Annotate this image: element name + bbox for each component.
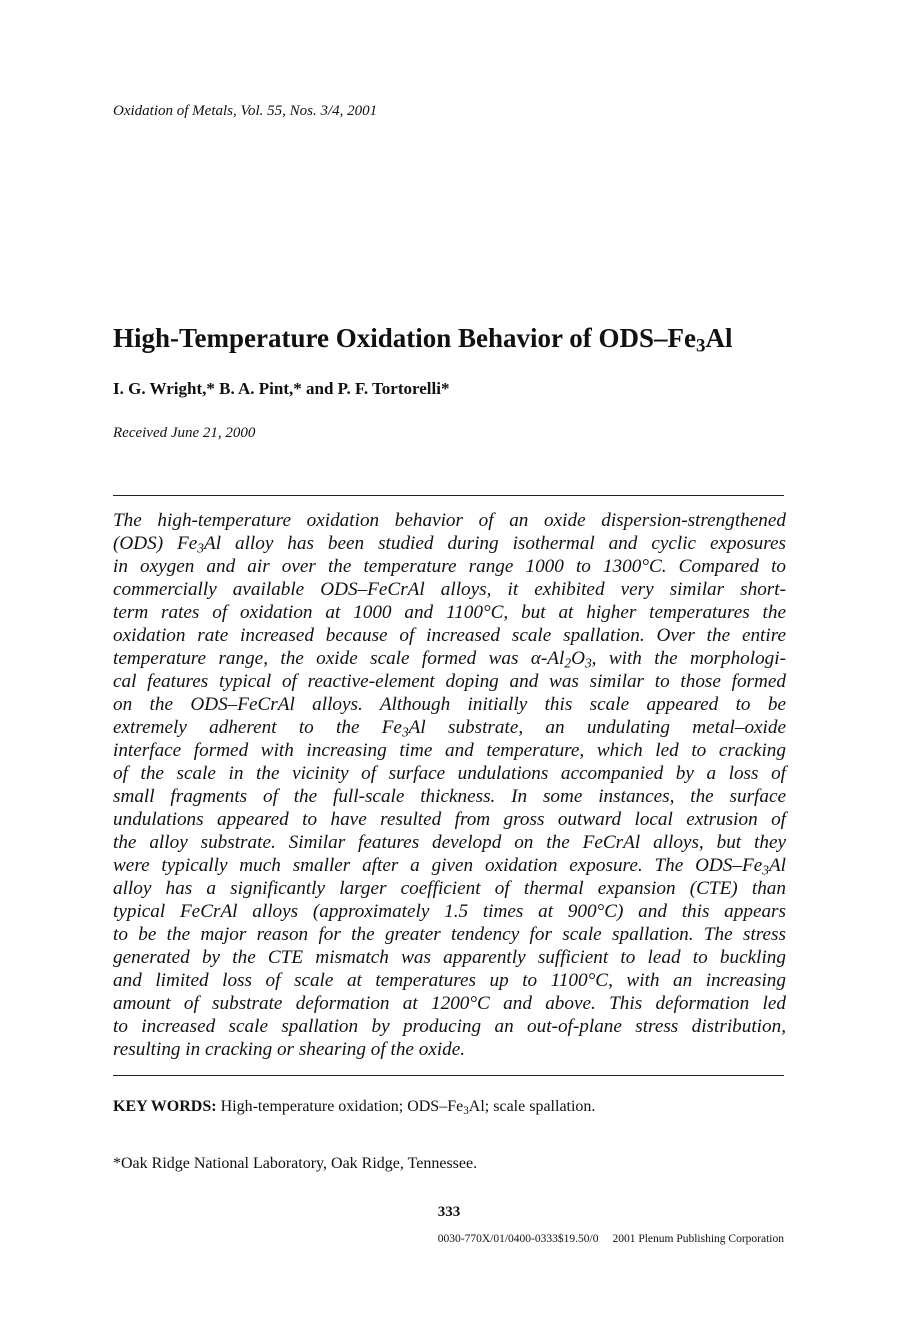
abstract-line — [113, 532, 786, 555]
copyright-code: 0030-770X/01/0400-0333$19.50/0 — [437, 1233, 599, 1245]
abstract-line — [113, 693, 786, 716]
abstract-subscript: 3 — [762, 862, 769, 878]
abstract-text: amount of substrate deformation at 1200°C and above. This deformation led — [113, 993, 786, 1014]
abstract-text: resulting in cracking or shearing of the oxide. — [113, 1039, 466, 1060]
abstract-line — [113, 831, 786, 854]
abstract-line — [113, 716, 786, 739]
abstract-line — [113, 624, 786, 647]
abstract-text: of the scale in the vicinity of surface undulations accompanied by a loss of — [113, 763, 786, 784]
abstract-line — [113, 992, 786, 1015]
abstract-text: to increased scale spallation by producing an out-of-plane stress distribution, — [113, 1016, 786, 1037]
abstract-text: O — [571, 648, 585, 669]
abstract-line — [113, 785, 786, 808]
abstract-subscript: 3 — [584, 655, 592, 671]
abstract-line — [113, 923, 786, 946]
abstract-text: the alloy substrate. Similar features developd on the FeCrAl alloys, but they — [113, 832, 786, 853]
abstract-text: (ODS) Fe — [113, 533, 198, 554]
abstract — [113, 509, 786, 1061]
journal-citation: Oxidation of Metals, Vol. 55, Nos. 3/4, 2001 — [113, 103, 378, 119]
abstract-line — [113, 739, 786, 762]
abstract-text: oxidation rate increased because of increased scale spallation. Over the entire — [113, 625, 786, 646]
abstract-text: extremely adherent to the Fe — [113, 717, 402, 738]
abstract-text: , with the morphologi- — [591, 648, 786, 669]
abstract-text: Al — [768, 855, 786, 876]
abstract-text: Al substrate, an undulating metal–oxide — [408, 717, 786, 738]
abstract-text: and limited loss of scale at temperatures up to 1100°C, with an increasing — [113, 970, 786, 991]
abstract-bottom-rule — [113, 1075, 784, 1076]
title-text-end: Al — [705, 323, 733, 353]
abstract-line — [113, 946, 786, 969]
abstract-text: temperature range, the oxide scale formed was α-Al — [113, 648, 565, 669]
abstract-text: Al alloy has been studied during isothermal and cyclic exposures — [204, 533, 787, 554]
abstract-text: undulations appeared to have resulted from gross outward local extrusion of — [113, 809, 786, 830]
abstract-text: typical FeCrAl alloys (approximately 1.5 times at 900°C) and this appears — [113, 901, 786, 922]
abstract-line — [113, 578, 786, 601]
received-date: Received June 21, 2000 — [113, 425, 256, 441]
title-subscript: 3 — [696, 335, 706, 357]
abstract-subscript: 3 — [401, 724, 409, 740]
affiliation-footnote: *Oak Ridge National Laboratory, Oak Ridge, Tennessee. — [113, 1155, 478, 1172]
abstract-line — [113, 854, 786, 877]
abstract-subscript: 3 — [197, 540, 204, 556]
abstract-text: generated by the CTE mismatch was apparently sufficient to lead to buckling — [113, 947, 786, 968]
copyright-publisher: 2001 Plenum Publishing Corporation — [612, 1233, 784, 1245]
abstract-line — [113, 900, 786, 923]
abstract-text: commercially available ODS–FeCrAl alloys, it exhibited very similar short- — [113, 579, 786, 600]
abstract-line — [113, 555, 786, 578]
abstract-text: The high-temperature oxidation behavior of an oxide dispersion-strengthened — [113, 510, 786, 531]
abstract-line — [113, 1015, 786, 1038]
author-list: I. G. Wright,* B. A. Pint,* and P. F. Tortorelli* — [113, 379, 450, 398]
title-text: High-Temperature Oxidation Behavior of ODS–Fe — [113, 323, 697, 353]
keywords-subscript: 3 — [463, 1104, 469, 1117]
abstract-text: were typically much smaller after a given oxidation exposure. The ODS–Fe — [113, 855, 763, 876]
keywords-label: KEY WORDS: — [113, 1098, 217, 1115]
abstract-text: to be the major reason for the greater tendency for scale spallation. The stress — [113, 924, 786, 945]
abstract-line — [113, 509, 786, 532]
abstract-line — [113, 647, 786, 670]
abstract-text: interface formed with increasing time and temperature, which led to cracking — [113, 740, 786, 761]
abstract-line — [113, 670, 786, 693]
copyright-line — [438, 1233, 784, 1245]
page-number: 333 — [437, 1204, 461, 1220]
abstract-text: alloy has a significantly larger coefficient of thermal expansion (CTE) than — [113, 878, 786, 899]
abstract-text: in oxygen and air over the temperature range 1000 to 1300°C. Compared to — [113, 556, 786, 577]
abstract-line — [113, 1038, 786, 1061]
abstract-text: small fragments of the full-scale thickness. In some instances, the surface — [113, 786, 786, 807]
abstract-subscript: 2 — [564, 655, 572, 671]
keywords — [113, 1098, 595, 1116]
abstract-line — [113, 762, 786, 785]
abstract-text: cal features typical of reactive-element doping and was similar to those formed — [113, 671, 786, 692]
paper-title — [113, 323, 733, 357]
abstract-text: term rates of oxidation at 1000 and 1100°C, but at higher temperatures the — [113, 602, 786, 623]
abstract-top-rule — [113, 495, 784, 496]
keywords-text: High-temperature oxidation; ODS–Fe — [216, 1098, 464, 1115]
abstract-line — [113, 601, 786, 624]
abstract-line — [113, 969, 786, 992]
abstract-text: on the ODS–FeCrAl alloys. Although initially this scale appeared to be — [113, 694, 786, 715]
keywords-text-end: Al; scale spallation. — [468, 1098, 596, 1115]
abstract-line — [113, 877, 786, 900]
abstract-line — [113, 808, 786, 831]
